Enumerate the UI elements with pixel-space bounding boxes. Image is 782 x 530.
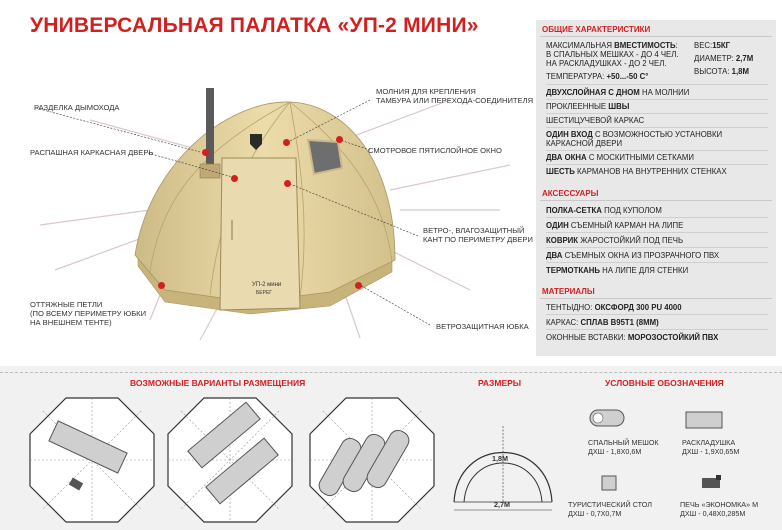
callout-zipper: МОЛНИЯ ДЛЯ КРЕПЛЕНИЯ ТАМБУРА ИЛИ ПЕРЕХОДА-СОЕДИНИТЕЛЯ (376, 87, 534, 105)
page-title: УНИВЕРСАЛЬНАЯ ПАЛАТКА «УП-2 МИНИ» (30, 14, 479, 37)
callout-door: РАСПАШНАЯ КАРКАСНАЯ ДВЕРЬ (30, 148, 154, 157)
material-3: ОКОННЫЕ ВСТАВКИ: МОРОЗОСТОЙКИЙ ПВХ (546, 333, 719, 342)
materials-header: МАТЕРИАЛЫ (542, 287, 595, 296)
table-icon (600, 474, 618, 492)
callout-dot-loops (158, 282, 165, 289)
callout-loops: ОТТЯЖНЫЕ ПЕТЛИ (ПО ВСЕМУ ПЕРИМЕТРУ ЮБКИ НА ВНЕШНЕМ ТЕНТЕ) (30, 300, 147, 327)
capacity-line1: МАКСИМАЛЬНАЯ ВМЕСТИМОСТЬ: (546, 41, 678, 50)
feature-1: ДВУХСЛОЙНАЯ С ДНОМ НА МОЛНИИ (546, 88, 690, 97)
accessory-3: КОВРИК ЖАРОСТОЙКИЙ ПОД ПЕЧЬ (546, 236, 684, 245)
temperature: ТЕМПЕРАТУРА: +50...-50 С° (546, 72, 649, 81)
callout-dot-chimney (202, 149, 209, 156)
accessory-4: ДВА СЪЕМНЫХ ОКНА ИЗ ПРОЗРАЧНОГО ПВХ (546, 251, 720, 260)
stove-icon (700, 474, 724, 492)
door-brand-label: БЕРЕГ (256, 290, 272, 296)
feature-4-line2: КАРКАСНОЙ ДВЕРИ (546, 139, 623, 148)
weight: ВЕС:15КГ (694, 41, 731, 50)
legend-stove: ПЕЧЬ «ЭКОНОМКА» М ДХШ - 0,48Х0,285М (680, 500, 759, 518)
accessory-1: ПОЛКА-СЕТКА ПОД КУПОЛОМ (546, 206, 662, 215)
capacity-line3: НА РАСКЛАДУШКАХ - ДО 2 ЧЕЛ. (546, 59, 667, 68)
callout-dot-door (231, 175, 238, 182)
dimensions-header: РАЗМЕРЫ (478, 378, 522, 388)
material-1: ТЕНТЫДНО: ОКСФОРД 300 PU 4000 (546, 303, 682, 312)
placement-option-1 (28, 396, 156, 524)
feature-2: ПРОКЛЕЕННЫЕ ШВЫ (546, 102, 630, 111)
callout-window: СМОТРОВОЕ ПЯТИСЛОЙНОЕ ОКНО (368, 146, 502, 155)
window-panel (308, 140, 342, 174)
callout-edge: ВЕТРО-, ВЛАГОЗАЩИТНЫЙ КАНТ ПО ПЕРИМЕТРУ ДВЕРИ (423, 226, 533, 244)
callout-dot-zipper (283, 139, 290, 146)
cot-icon (684, 410, 724, 430)
dimension-height: 1,8М (492, 454, 508, 463)
callout-dot-edge (284, 180, 291, 187)
callout-dot-skirt (355, 282, 362, 289)
callout-skirt: ВЕТРОЗАЩИТНАЯ ЮБКА (436, 322, 529, 331)
sleeping-bag-icon (588, 406, 626, 430)
callout-dot-window (336, 136, 343, 143)
legend-table: ТУРИСТИЧЕСКИЙ СТОЛ ДХШ - 0,7Х0,7М (568, 500, 652, 518)
legend-header: УСЛОВНЫЕ ОБОЗНАЧЕНИЯ (605, 378, 724, 388)
feature-5: ДВА ОКНА С МОСКИТНЫМИ СЕТКАМИ (546, 153, 694, 162)
accessory-5: ТЕРМОТКАНЬ НА ЛИПЕ ДЛЯ СТЕНКИ (546, 266, 689, 275)
dimension-width: 2,7М (494, 500, 510, 509)
placement-option-3 (308, 396, 436, 524)
accessories-header: АКСЕССУАРЫ (542, 189, 599, 198)
legend-cot: РАСКЛАДУШКА ДХШ - 1,9Х0,65М (682, 438, 740, 456)
legend-sleeping-bag: СПАЛЬНЫЙ МЕШОК ДХШ - 1,8Х0,6М (588, 438, 659, 456)
capacity-line2: В СПАЛЬНЫХ МЕШКАХ - ДО 4 ЧЕЛ. (546, 50, 679, 59)
accessory-2: ОДИН СЪЕМНЫЙ КАРМАН НА ЛИПЕ (546, 221, 684, 230)
feature-3: ШЕСТИЦУЧЕВОЙ КАРКАС (546, 116, 645, 125)
placement-option-2 (166, 396, 294, 524)
material-2: КАРКАС: СПЛАВ В95Т1 (8ММ) (546, 318, 659, 327)
chimney-pipe (206, 88, 214, 176)
diameter: ДИАМЕТР: 2,7М (694, 54, 754, 63)
placement-header: ВОЗМОЖНЫЕ ВАРИАНТЫ РАЗМЕЩЕНИЯ (130, 378, 306, 388)
general-header: ОБЩИЕ ХАРАКТЕРИСТИКИ (542, 25, 651, 34)
height: ВЫСОТА: 1,8М (694, 67, 750, 76)
feature-6: ШЕСТЬ КАРМАНОВ НА ВНУТРЕННИХ СТЕНКАХ (546, 167, 727, 176)
door-model-label: УП-2 мини (252, 282, 282, 288)
callout-chimney: РАЗДЕЛКА ДЫМОХОДА (34, 103, 120, 112)
feature-4: ОДИН ВХОД С ВОЗМОЖНОСТЬЮ УСТАНОВКИ (546, 130, 723, 139)
